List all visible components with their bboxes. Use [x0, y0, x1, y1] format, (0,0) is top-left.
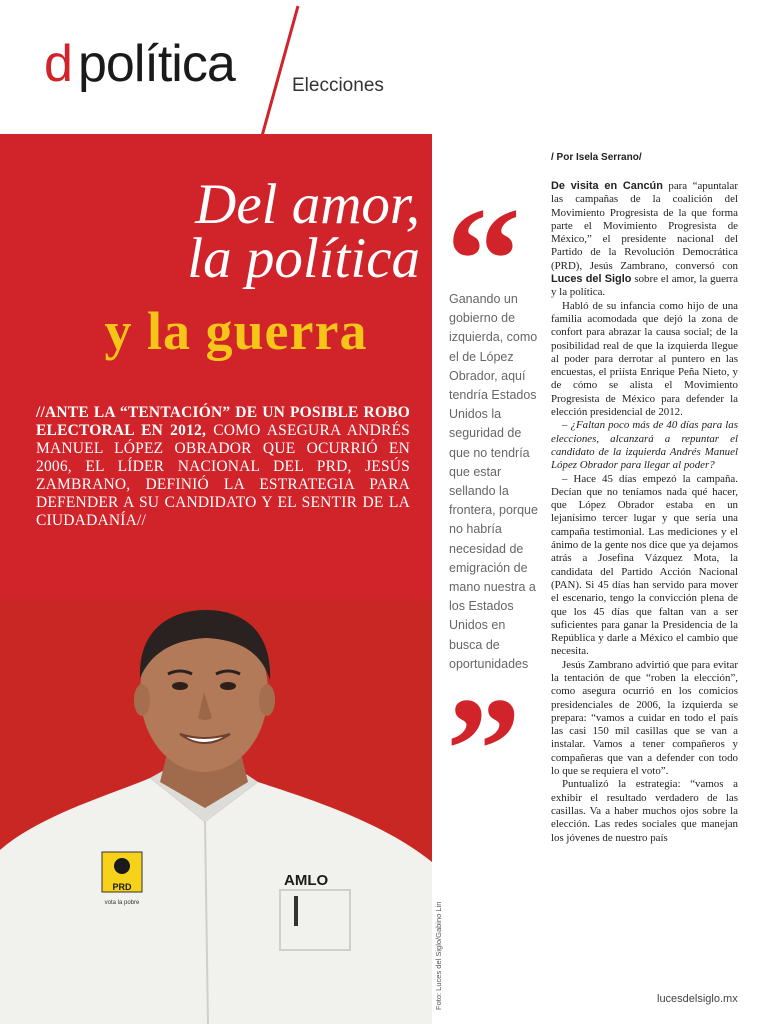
article-p1-text-b: sobre el amor, la guerra y la política.: [551, 273, 738, 299]
open-quote-mark-icon: [446, 200, 536, 280]
headline-line-1: Del amor,: [195, 173, 420, 236]
portrait-photo: [0, 600, 432, 1024]
prd-badge-text: PRD: [112, 882, 132, 892]
headline-line-3: y la guerra: [104, 301, 368, 361]
article-paragraph-6: Puntualizó la estrategia: “vamos a exhibir el resultado verdadero de las casillas. Va a haber muchos ojos sobre la elección. Las redes sociales que manejan los jóvenes de nuestro país: [551, 778, 738, 844]
section-logo-title: política: [78, 35, 235, 93]
photo-credit-text: Foto: Luces del Siglo/Gabino Lin: [434, 901, 443, 1010]
footer-url: lucesdelsiglo.mx: [657, 993, 738, 1005]
headline: [60, 173, 420, 290]
section-tag: Elecciones: [292, 75, 384, 96]
open-quote-glyph: [446, 200, 521, 280]
article-body: [551, 180, 738, 845]
article-question: – ¿Faltan poco más de 40 días para las elecciones, alcanzará a repuntar el candidato de la izquierda Andrés Manuel López Obrador para llegar al poder?: [551, 419, 738, 472]
dek-rest: COMO ASEGURA ANDRÉS MANUEL LÓPEZ OBRADOR QUE OCURRIÓ EN 2006, EL LÍDER NACIONAL DEL PRD, JESÚS ZAMBRANO, DEFINIÓ LA ESTRATEGIA PARA DEFENDER A SU CANDIDATO Y EL SENTIR DE LA CIUDADANÍA//: [36, 422, 410, 529]
article-paragraph-5: Jesús Zambrano advirtió que para evitar la tentación de que “roben la elección”, como asegura ocurrió en los comicios presidenciales de 2006, la izquierda se prepara: “vamos a cuidar en todo el país las casi 150 mil casillas que se van a instalar. Vamos a tener compañeros y compañeras que van a defender con todo lo que se requiera el voto”.: [551, 658, 738, 778]
dek-summary: [36, 404, 410, 530]
article-byline: / Por Isela Serrano/: [551, 152, 642, 163]
close-quote-mark-icon: [446, 690, 536, 770]
headline-line-2: la política: [187, 227, 420, 290]
dek-lead: //ANTE LA “TENTACIÓN” DE UN POSIBLE ROBO ELECTORAL EN 2012,: [36, 404, 410, 439]
article-paragraph-2: Habló de su infancia como hijo de una familia acomodada que dejó la zona de confort para abrazar la causa social; de la posibilidad real de que la izquierda llegue al poder para derrotar al puntero en las encuestas, el priísta Enrique Peña Nieto, y de cómo se alista el Movimiento Progresista de México para defender la elección presidencial de 2012.: [551, 299, 738, 419]
article-paragraph-1: [551, 180, 738, 300]
photo-credit: [432, 860, 448, 1010]
article-p1-text-a: para “apuntalar las campañas de la coalición del Movimiento Progresista de la que forma parte el Movimiento Progresista de México,” el presidente nacional del Partido de la Revolución Democrática (PRD), Jesús Zambrano, conversó con: [551, 180, 738, 272]
close-quote-glyph: [446, 690, 521, 770]
shirt-amlo-text: AMLO: [284, 872, 329, 889]
article-source: Luces del Siglo: [551, 273, 632, 286]
pull-quote-text: Ganando un gobierno de izquierda, como el de López Obrador, aquí tendría Estados Unidos la seguridad de que no tendría que estar sellando la frontera, porque no habría necesidad de emigración de mano nuestra a los Estados Unidos en busca de oportunidades: [449, 292, 538, 671]
article-paragraph-4: – Hace 45 días empezó la campaña. Decían que no teníamos nada qué hacer, que López Obrador estaba en un lejanísimo tercer lugar y que sería una campaña testimonial. Las mediciones y el ánimo de la gente nos dice que ya dejamos atrás a Josefina Vázquez Mota, la candidata del Partido Acción Nacional (PAN). Si 45 días han servido para mover el escenario, tengo la convicción plena de que los 45 días que faltan van a ser suficientes para ganar la Presidencia de la República y darle a México el cambio que necesita.: [551, 472, 738, 658]
section-logo-d: d: [44, 35, 72, 93]
article-lead: De visita en Cancún: [551, 180, 663, 192]
prd-badge-caption: vota la pobre: [104, 900, 140, 906]
